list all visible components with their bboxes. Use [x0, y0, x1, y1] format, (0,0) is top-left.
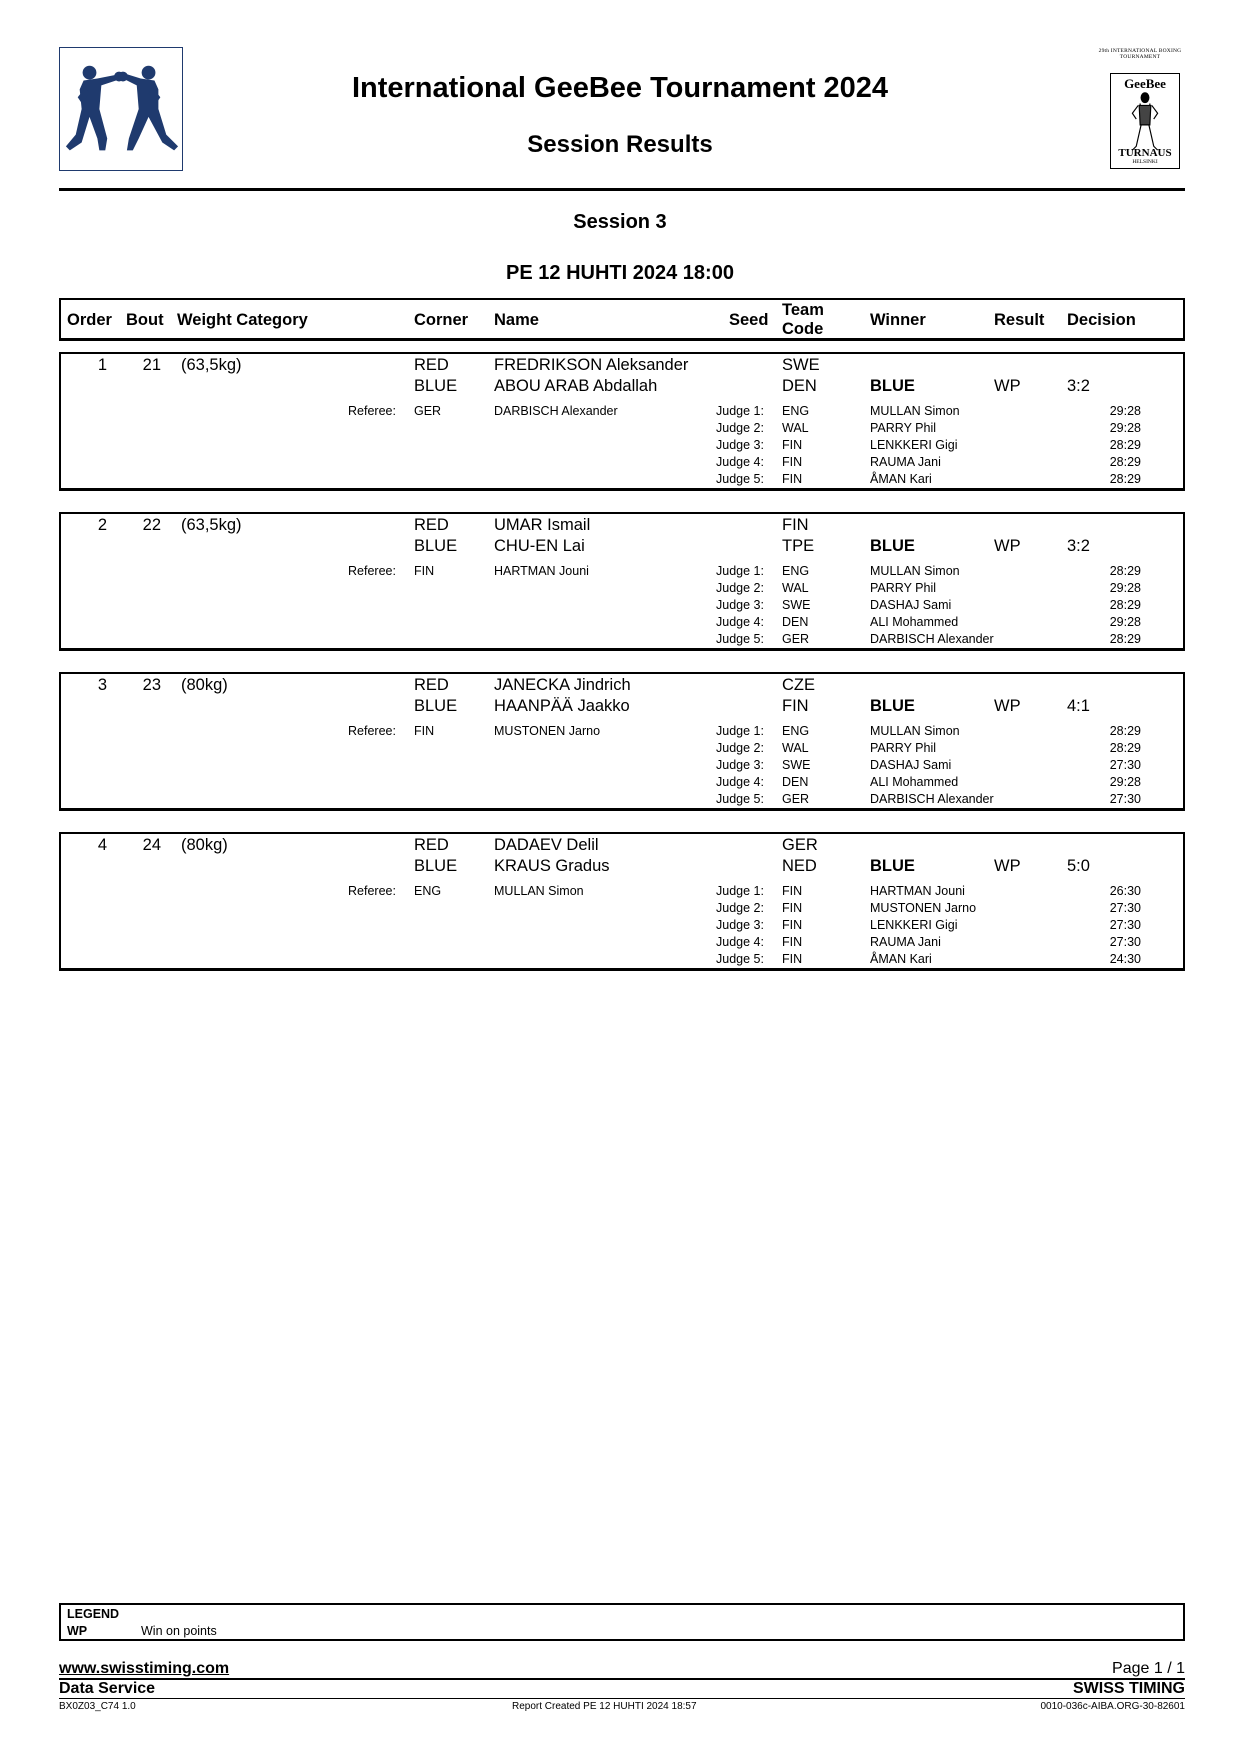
red-corner: RED	[414, 356, 449, 374]
col-bout: Bout	[126, 311, 164, 329]
judge-score: 28:29	[1109, 632, 1141, 646]
bout-block	[59, 352, 1185, 491]
judge-label: Judge 5:	[716, 952, 764, 966]
logo-caption: 29th INTERNATIONAL BOXING TOURNAMENT	[1098, 48, 1182, 60]
judge-score: 29:28	[1109, 775, 1141, 789]
blue-name: HAANPÄÄ Jaakko	[494, 697, 630, 715]
judge-score: 28:29	[1109, 564, 1141, 578]
col-corner: Corner	[414, 311, 469, 329]
judge-name: DASHAJ Sami	[870, 598, 952, 612]
blue-team: NED	[782, 857, 817, 875]
footer-report-code: BX0Z03_C74 1.0	[59, 1701, 136, 1712]
decision: 4:1	[1067, 697, 1090, 715]
judge-label: Judge 1:	[716, 404, 764, 418]
bout-weight: (80kg)	[181, 676, 228, 694]
header-divider	[59, 188, 1185, 191]
judge-name: LENKKERI Gigi	[870, 438, 958, 452]
blue-corner: BLUE	[414, 857, 458, 875]
judge-name: PARRY Phil	[870, 581, 937, 595]
referee-label: Referee:	[348, 884, 396, 898]
col-weight: Weight Category	[177, 311, 308, 329]
result: WP	[994, 857, 1021, 875]
judge-score: 27:30	[1109, 758, 1141, 772]
logo-city-text: HELSINKI	[1132, 159, 1158, 165]
judge-score: 29:28	[1109, 615, 1141, 629]
col-team-line1: Team	[782, 301, 824, 319]
judge-team: WAL	[782, 581, 809, 595]
judge-score: 26:30	[1109, 884, 1141, 898]
footer-page-number: Page 1 / 1	[1112, 1660, 1185, 1677]
col-result: Result	[994, 311, 1045, 329]
judge-team: FIN	[782, 952, 803, 966]
geebee-logo	[1095, 48, 1185, 173]
page-title: International GeeBee Tournament 2024	[351, 72, 889, 104]
judge-label: Judge 5:	[716, 792, 764, 806]
red-name: UMAR Ismail	[494, 516, 591, 534]
col-winner: Winner	[870, 311, 926, 329]
judge-score: 28:29	[1109, 724, 1141, 738]
footer-divider	[59, 1678, 1185, 1680]
judge-label: Judge 3:	[716, 918, 764, 932]
judge-name: MUSTONEN Jarno	[870, 901, 977, 915]
col-order: Order	[67, 311, 112, 329]
red-corner: RED	[414, 516, 449, 534]
referee-team: ENG	[414, 884, 442, 898]
judge-score: 27:30	[1109, 918, 1141, 932]
red-name: DADAEV Delil	[494, 836, 599, 854]
judge-team: ENG	[782, 724, 810, 738]
judge-score: 28:29	[1109, 455, 1141, 469]
judge-team: WAL	[782, 741, 809, 755]
col-team-line2: Code	[782, 320, 824, 338]
judge-name: LENKKERI Gigi	[870, 918, 958, 932]
footer-website-link[interactable]: www.swisstiming.com	[59, 1660, 230, 1677]
judge-label: Judge 1:	[716, 724, 764, 738]
judge-label: Judge 2:	[716, 581, 764, 595]
footer-report-created: Report Created PE 12 HUHTI 2024 18:57	[512, 1701, 697, 1712]
bout-order: 4	[97, 836, 107, 854]
judge-team: FIN	[782, 884, 803, 898]
col-decision: Decision	[1067, 311, 1136, 329]
referee-team: GER	[414, 404, 442, 418]
judge-team: WAL	[782, 421, 809, 435]
logo-top-text: GeeBee	[1124, 76, 1166, 91]
boxers-icon	[60, 48, 182, 170]
blue-name: KRAUS Gradus	[494, 857, 610, 875]
result: WP	[994, 697, 1021, 715]
judge-name: ÅMAN Kari	[870, 472, 932, 486]
result: WP	[994, 377, 1021, 395]
judge-score: 29:28	[1109, 581, 1141, 595]
red-name: FREDRIKSON Aleksander	[494, 356, 689, 374]
judge-team: FIN	[782, 918, 803, 932]
referee-name: DARBISCH Alexander	[494, 404, 618, 418]
blue-corner: BLUE	[414, 697, 458, 715]
bout-order: 3	[97, 676, 107, 694]
winner: BLUE	[870, 857, 915, 875]
bout-number: 22	[142, 516, 161, 534]
judge-label: Judge 1:	[716, 564, 764, 578]
footer-report-ref: 0010-036c-AIBA.ORG-30-82601	[1040, 1701, 1185, 1712]
judge-name: ALI Mohammed	[870, 775, 959, 789]
judge-name: RAUMA Jani	[870, 455, 941, 469]
judge-score: 27:30	[1109, 935, 1141, 949]
judge-name: PARRY Phil	[870, 741, 937, 755]
judge-team: DEN	[782, 775, 809, 789]
footer-service: Data Service	[59, 1680, 156, 1697]
bout-order: 1	[97, 356, 107, 374]
judge-team: ENG	[782, 564, 810, 578]
judge-name: MULLAN Simon	[870, 564, 960, 578]
judge-team: FIN	[782, 472, 803, 486]
judge-name: MULLAN Simon	[870, 724, 960, 738]
blue-corner: BLUE	[414, 377, 458, 395]
winner: BLUE	[870, 697, 915, 715]
judge-name: RAUMA Jani	[870, 935, 941, 949]
bout-number: 24	[142, 836, 161, 854]
legend-title: LEGEND	[67, 1607, 120, 1621]
judge-label: Judge 3:	[716, 758, 764, 772]
bout-block	[59, 832, 1185, 971]
judge-label: Judge 5:	[716, 632, 764, 646]
judge-name: DARBISCH Alexander	[870, 792, 994, 806]
red-team: FIN	[782, 516, 809, 534]
footer-brand: SWISS TIMING	[1073, 1680, 1185, 1697]
bout-weight: (63,5kg)	[181, 356, 242, 374]
judge-team: FIN	[782, 935, 803, 949]
red-name: JANECKA Jindrich	[494, 676, 631, 694]
footer-divider-2	[59, 1698, 1185, 1699]
bout-order: 2	[97, 516, 107, 534]
bout-number: 23	[142, 676, 161, 694]
session-datetime: PE 12 HUHTI 2024 18:00	[506, 262, 734, 284]
result: WP	[994, 537, 1021, 555]
judge-team: SWE	[782, 758, 811, 772]
decision: 3:2	[1067, 377, 1090, 395]
blue-corner: BLUE	[414, 537, 458, 555]
judge-team: DEN	[782, 615, 809, 629]
judge-name: DARBISCH Alexander	[870, 632, 994, 646]
bout-number: 21	[142, 356, 161, 374]
judge-team: ENG	[782, 404, 810, 418]
judge-score: 28:29	[1109, 741, 1141, 755]
bout-weight: (63,5kg)	[181, 516, 242, 534]
blue-name: CHU-EN Lai	[494, 537, 585, 555]
winner: BLUE	[870, 537, 915, 555]
col-name: Name	[494, 311, 539, 329]
red-corner: RED	[414, 676, 449, 694]
referee-team: FIN	[414, 724, 435, 738]
red-team: CZE	[782, 676, 815, 694]
judge-label: Judge 3:	[716, 598, 764, 612]
judge-score: 28:29	[1109, 438, 1141, 452]
referee-name: MUSTONEN Jarno	[494, 724, 601, 738]
bout-block	[59, 672, 1185, 811]
judge-score: 24:30	[1109, 952, 1141, 966]
judge-label: Judge 2:	[716, 901, 764, 915]
judge-name: ÅMAN Kari	[870, 952, 932, 966]
judge-score: 29:28	[1109, 421, 1141, 435]
blue-team: FIN	[782, 697, 809, 715]
decision: 3:2	[1067, 537, 1090, 555]
referee-label: Referee:	[348, 724, 396, 738]
judge-label: Judge 4:	[716, 935, 764, 949]
blue-team: TPE	[782, 537, 815, 555]
legend-box	[59, 1603, 1185, 1641]
decision: 5:0	[1067, 857, 1090, 875]
red-corner: RED	[414, 836, 449, 854]
referee-team: FIN	[414, 564, 435, 578]
judge-label: Judge 1:	[716, 884, 764, 898]
page-subtitle: Session Results	[527, 131, 713, 158]
bout-block	[59, 512, 1185, 651]
judge-score: 27:30	[1109, 901, 1141, 915]
referee-name: HARTMAN Jouni	[494, 564, 589, 578]
judge-team: FIN	[782, 901, 803, 915]
results-table-header	[59, 298, 1185, 341]
judge-team: GER	[782, 632, 810, 646]
judge-name: ALI Mohammed	[870, 615, 959, 629]
judge-score: 27:30	[1109, 792, 1141, 806]
col-seed: Seed	[729, 311, 769, 329]
legend-desc: Win on points	[141, 1624, 217, 1638]
winner: BLUE	[870, 377, 915, 395]
red-team: GER	[782, 836, 818, 854]
judge-label: Judge 3:	[716, 438, 764, 452]
judge-team: GER	[782, 792, 810, 806]
judge-score: 28:29	[1109, 598, 1141, 612]
blue-team: DEN	[782, 377, 817, 395]
referee-label: Referee:	[348, 564, 396, 578]
col-team-code	[782, 301, 824, 339]
judge-label: Judge 4:	[716, 455, 764, 469]
judge-team: SWE	[782, 598, 811, 612]
judge-label: Judge 2:	[716, 421, 764, 435]
referee-label: Referee:	[348, 404, 396, 418]
judge-score: 29:28	[1109, 404, 1141, 418]
legend-abbr: WP	[67, 1624, 88, 1638]
blue-name: ABOU ARAB Abdallah	[494, 377, 658, 395]
bout-weight: (80kg)	[181, 836, 228, 854]
judge-label: Judge 4:	[716, 775, 764, 789]
judge-name: MULLAN Simon	[870, 404, 960, 418]
judge-score: 28:29	[1109, 472, 1141, 486]
judge-label: Judge 5:	[716, 472, 764, 486]
judge-name: DASHAJ Sami	[870, 758, 952, 772]
referee-name: MULLAN Simon	[494, 884, 584, 898]
session-label: Session 3	[573, 211, 667, 233]
red-team: SWE	[782, 356, 820, 374]
judge-name: PARRY Phil	[870, 421, 937, 435]
logo-bottom-text: TURNAUS	[1118, 147, 1172, 159]
judge-name: HARTMAN Jouni	[870, 884, 965, 898]
judge-label: Judge 4:	[716, 615, 764, 629]
judge-label: Judge 2:	[716, 741, 764, 755]
judge-team: FIN	[782, 438, 803, 452]
judge-team: FIN	[782, 455, 803, 469]
tournament-logo	[59, 47, 183, 171]
